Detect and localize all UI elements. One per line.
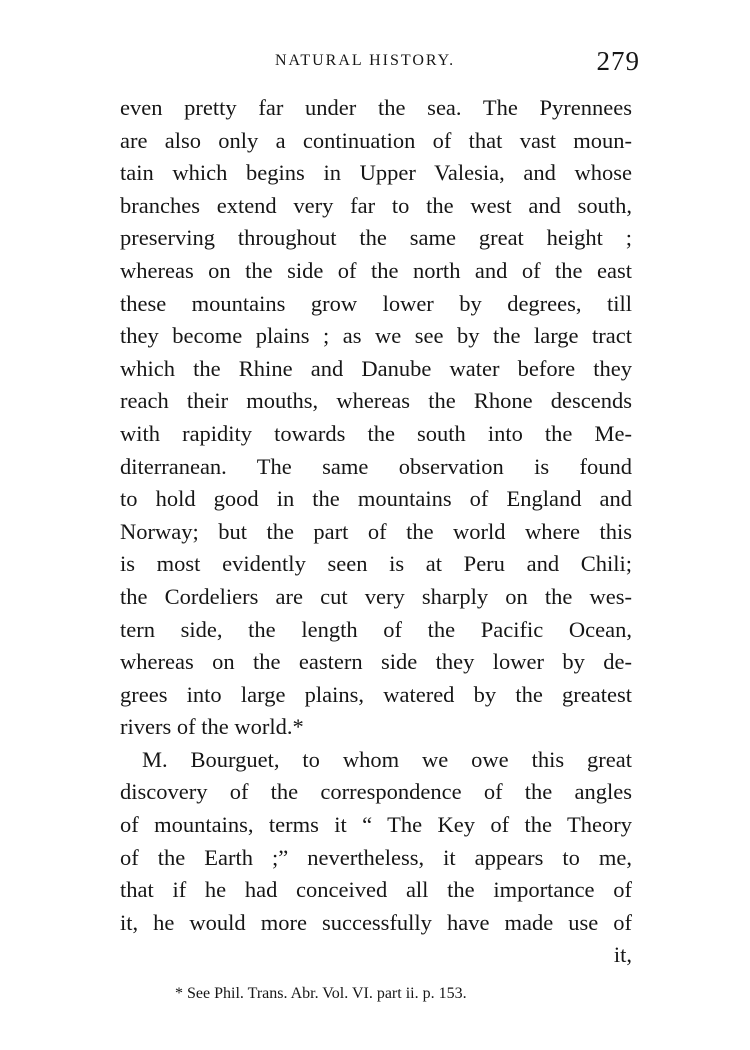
text-line: tain which begins in Upper Valesia, and whose bbox=[120, 160, 632, 186]
catchword: it, bbox=[613, 942, 632, 968]
text-line: they become plains ; as we see by the large tract bbox=[120, 323, 632, 349]
text-line: tern side, the length of the Pacific Ocean, bbox=[120, 616, 632, 642]
page-header bbox=[120, 48, 640, 78]
text-line: even pretty far under the sea. The Pyrennees bbox=[120, 95, 632, 120]
text-line: with rapidity towards the south into the Me- bbox=[120, 420, 632, 446]
text-line: of the Earth ;” nevertheless, it appears to me, bbox=[120, 844, 632, 870]
text-line: preserving throughout the same great height ; bbox=[120, 225, 632, 251]
text-line: branches extend very far to the west and south, bbox=[120, 192, 632, 218]
text-line: of mountains, terms it “ The Key of the Theory bbox=[120, 812, 632, 838]
text-line: whereas on the eastern side they lower by de- bbox=[120, 649, 632, 675]
text-line: these mountains grow lower by degrees, till bbox=[120, 290, 632, 316]
text-line: that if he had conceived all the importance of bbox=[120, 877, 632, 903]
page-number: 279 bbox=[596, 46, 640, 76]
footnote: * See Phil. Trans. Abr. Vol. VI. part ii. p. 153. bbox=[175, 985, 467, 1002]
text-line: which the Rhine and Danube water before they bbox=[120, 355, 632, 381]
text-line: discovery of the correspondence of the angles bbox=[120, 779, 632, 805]
text-line: it, he would more successfully have made use of bbox=[120, 909, 632, 935]
text-line: diterranean. The same observation is found bbox=[120, 453, 632, 479]
text-line: the Cordeliers are cut very sharply on the wes- bbox=[120, 583, 632, 609]
running-head: NATURAL HISTORY. bbox=[275, 52, 456, 69]
text-line: rivers of the world.* bbox=[120, 714, 304, 740]
text-line: whereas on the side of the north and of the east bbox=[120, 257, 632, 283]
body-text bbox=[120, 92, 632, 972]
text-line: grees into large plains, watered by the greatest bbox=[120, 681, 632, 707]
text-line: are also only a continuation of that vast moun- bbox=[120, 127, 632, 153]
text-line: to hold good in the mountains of England and bbox=[120, 486, 632, 512]
text-line: Norway; but the part of the world where this bbox=[120, 518, 632, 544]
text-line: reach their mouths, whereas the Rhone descends bbox=[120, 388, 632, 414]
text-line: is most evidently seen is at Peru and Chili; bbox=[120, 551, 632, 577]
text-line: M. Bourguet, to whom we owe this great bbox=[142, 746, 632, 772]
